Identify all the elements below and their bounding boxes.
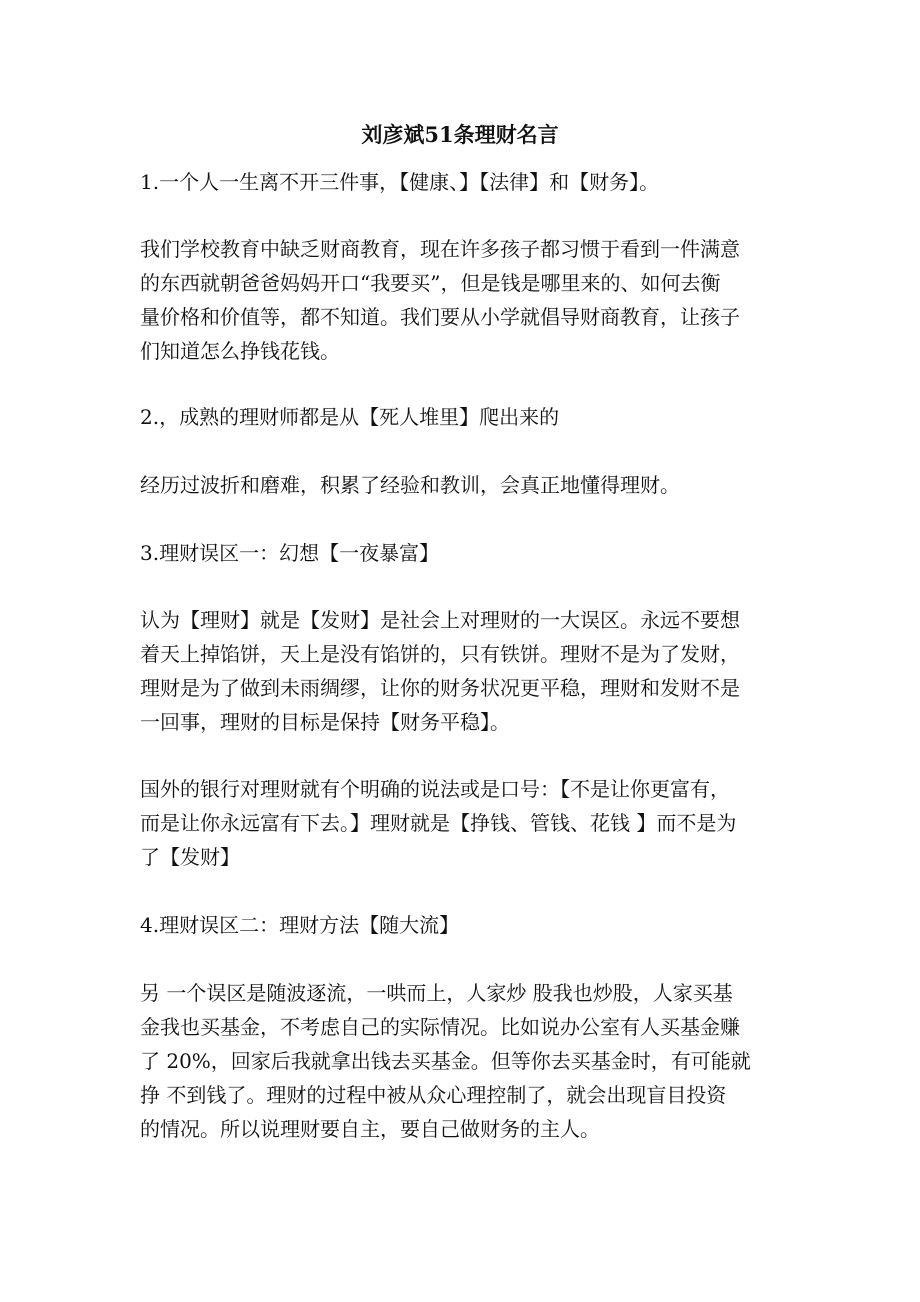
text-line: 认为【理财】就是【发财】是社会上对理财的一大误区。永远不要想 — [140, 608, 740, 632]
point-1-heading — [140, 165, 790, 199]
text-line: 1.一个人一生离不开三件事，【健康、】【法律】和【财务】。 — [140, 170, 660, 194]
text-line: 一回事，理财的目标是保持【财务平稳】。 — [140, 710, 510, 734]
text-line: 了 20%，回家后我就拿出钱去买基金。但等你去买基金时，有可能就 — [140, 1049, 751, 1073]
text-line: 而是让你永远富有下去。】理财就是【挣钱、管钱、花钱 】而不是为 — [140, 811, 737, 835]
text-line: 另 一个误区是随波逐流，一哄而上，人家炒 股我也炒股，人家买基 — [140, 981, 733, 1005]
document-title: 刘彦斌51条理财名言 — [361, 122, 559, 147]
text-line: 理财是为了做到未雨绸缪，让你的财务状况更平稳，理财和发财不是 — [140, 676, 740, 700]
text-line: 3.理财误区一：幻想【一夜暴富】 — [140, 541, 440, 565]
text-line: 量价格和价值等，都不知道。我们要从小学就倡导财商教育，让孩子 — [140, 305, 740, 329]
point-3-heading — [140, 536, 790, 570]
text-line: 金我也买基金，不考虑自己的实际情况。比如说办公室有人买基金赚 — [140, 1015, 740, 1039]
text-line: 国外的银行对理财就有个明确的说法或是口号：【不是让你更富有， — [140, 777, 730, 801]
point-3-quote — [140, 772, 790, 874]
point-2-heading — [140, 400, 790, 434]
point-4-heading — [140, 908, 790, 942]
point-3-body — [140, 603, 790, 739]
text-line: 了【发财】 — [140, 845, 240, 869]
text-line: 挣 不到钱了。理财的过程中被从众心理控制了，就会出现盲目投资 — [140, 1083, 727, 1107]
point-4-body — [140, 976, 790, 1146]
text-line: 4.理财误区二：理财方法【随大流】 — [140, 913, 460, 937]
text-line: 们知道怎么挣钱花钱。 — [140, 339, 340, 363]
text-line: 经历过波折和磨难，积累了经验和教训，会真正地懂得理财。 — [140, 473, 680, 497]
text-line: 的情况。所以说理财要自主，要自己做财务的主人。 — [140, 1117, 600, 1141]
text-line: 的东西就朝爸爸妈妈开口“我要买”，但是钱是哪里来的、如何去衡 — [140, 271, 721, 295]
point-1-body — [140, 232, 790, 368]
point-2-body — [140, 468, 790, 502]
text-line: 我们学校教育中缺乏财商教育，现在许多孩子都习惯于看到一件满意 — [140, 237, 740, 261]
text-line: 2.，成熟的理财师都是从【死人堆里】爬出来的 — [140, 405, 560, 429]
text-line: 着天上掉馅饼，天上是没有馅饼的，只有铁饼。理财不是为了发财， — [140, 642, 740, 666]
